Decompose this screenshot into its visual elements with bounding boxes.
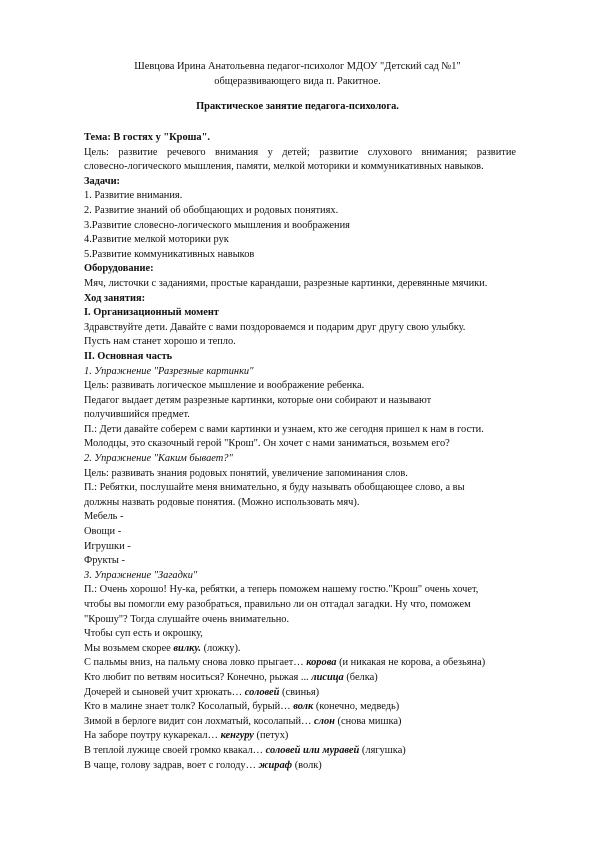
riddle-guess: соловей [244, 686, 280, 698]
riddle-guess: соловей или муравей [265, 744, 360, 756]
riddle-text: Кто в малине знает толк? Косолапый, бурый… [84, 701, 294, 713]
exercise-1-line: Цель: развивать логическое мышление и воображение ребенка. [84, 380, 365, 392]
theme-heading: Тема: В гостях у "Кроша". [84, 132, 210, 143]
riddle-text: Зимой в берлоге видит сон лохматый, косолапый… [84, 715, 314, 727]
exercise-3-line: Чтобы суп есть и окрошку, [84, 628, 203, 640]
category-item: Овощи - [84, 526, 122, 538]
riddle-note: (волк) [292, 759, 322, 771]
task-item: 1. Развитие внимания. [84, 190, 183, 202]
exercise-1-line: Молодцы, это сказочный герой "Крош". Он хочет с нами заниматься, возьмем его? [84, 438, 450, 450]
exercise-2-title: 2. Упражнение "Каким бывает?" [84, 453, 233, 465]
category-item: Игрушки - [84, 540, 131, 552]
goal-line-1: Цель: развитие речевого внимания у детей; развитие слухового внимания; развитие [84, 146, 516, 158]
part2-heading: II. Основная часть [84, 350, 173, 362]
riddle-guess: лисица [311, 671, 344, 683]
riddle-note: (белка) [343, 671, 378, 683]
exercise-3-line: П.: Очень хорошо! Ну-ка, ребятки, а теперь поможем нашему гостю."Крош" очень хочет, [84, 584, 479, 596]
exercise-1-line: П.: Дети давайте соберем с вами картинки и узнаем, кто же сегодня пришел к нам в гости. [84, 423, 484, 435]
tasks-heading: Задачи: [84, 175, 121, 187]
riddle-text: Дочерей и сыновей учит хрюкать… [84, 686, 245, 698]
riddle-guess: жираф [258, 759, 293, 771]
equipment-heading: Оборудование: [84, 263, 154, 275]
riddle-guess: слон [314, 715, 335, 727]
riddle-text: С пальмы вниз, на пальму снова ловко прыгает… [84, 657, 307, 669]
riddle-line [84, 642, 516, 657]
riddle-text: В чаще, голову задрав, воет с голоду… [84, 759, 259, 771]
riddle-guess: вилку. [173, 642, 201, 654]
riddle-line [84, 671, 516, 686]
riddle-text: Кто любит по ветвям носиться? Конечно, рыжая ... [84, 671, 312, 683]
riddle-line [84, 656, 516, 671]
exercise-2-line: должны назвать родовые понятия. (Можно использовать мяч). [84, 496, 360, 508]
exercise-1-line: получившийся предмет. [84, 409, 190, 421]
riddle-guess: волк [293, 701, 314, 713]
riddle-note: (петух) [253, 730, 289, 742]
riddle-note: (лягушка) [359, 744, 406, 756]
riddle-text: На заборе поутру кукарекал… [84, 730, 221, 742]
header-line-1: Шевцова Ирина Анатольевна педагог-психолог МДОУ "Детский сад №1" [134, 61, 461, 72]
riddle-line [84, 729, 516, 744]
part1-line: Пусть нам станет хорошо и тепло. [84, 336, 236, 348]
goal-line-2: словесно-логического мышления, памяти, мелкой моторики и коммуникативных навыков. [84, 161, 484, 173]
riddle-line [84, 744, 516, 759]
riddle-line [84, 715, 516, 730]
riddle-guess: кенгуру [220, 730, 254, 742]
riddle-guess: корова [306, 657, 337, 669]
document-body [84, 131, 516, 773]
exercise-1-line: Педагог выдает детям разрезные картинки, которые они собирают и называют [84, 394, 432, 406]
exercise-2-line: Цель: развивать знания родовых понятий, увеличение запоминания слов. [84, 467, 408, 479]
equipment-text: Мяч, листочки с заданиями, простые карандаши, разрезные картинки, деревянные мячики. [84, 277, 488, 289]
riddle-note: (свинья) [279, 686, 320, 698]
riddle-text: Мы возьмем скорее [84, 642, 174, 654]
exercise-3-title: 3. Упражнение "Загадки" [84, 569, 198, 581]
task-item: 5.Развитие коммуникативных навыков [84, 248, 255, 260]
task-item: 4.Развитие мелкой моторики рук [84, 234, 229, 246]
riddle-line [84, 686, 516, 701]
category-item: Фрукты - [84, 555, 125, 567]
task-item: 3.Развитие словесно-логического мышления и воображения [84, 219, 350, 231]
riddle-line [84, 700, 516, 715]
author-header [100, 60, 495, 89]
exercise-1-title: 1. Упражнение "Разрезные картинки" [84, 365, 254, 377]
riddle-line [84, 759, 516, 774]
course-heading: Ход занятия: [84, 292, 146, 304]
part1-heading: I. Организационный момент [84, 307, 219, 319]
riddle-note: (и никакая не корова, а обезьяна) [336, 657, 486, 669]
document-subtitle: Практическое занятие педагога-психолога. [196, 101, 399, 112]
exercise-2-line: П.: Ребятки, послушайте меня внимательно, я буду называть обобщающее слово, а вы [84, 482, 465, 494]
task-item: 2. Развитие знаний об обобщающих и родовых понятиях. [84, 204, 339, 216]
riddle-note: (ложку). [200, 642, 241, 654]
header-line-2: общеразвивающего вида п. Ракитное. [214, 75, 381, 87]
exercise-3-line: "Крошу"? Тогда слушайте очень внимательно. [84, 613, 290, 625]
riddle-note: (конечно, медведь) [313, 701, 400, 713]
exercise-3-line: чтобы вы помогли ему разобраться, правильно ли он отгадал загадки. Ну что, поможем [84, 599, 471, 610]
part1-line: Здравствуйте дети. Давайте с вами поздороваемся и подарим друг другу свою улыбку. [84, 321, 466, 333]
riddle-text: В теплой лужице своей громко квакал… [84, 744, 266, 756]
category-item: Мебель - [84, 511, 124, 523]
riddle-note: (снова мишка) [334, 715, 402, 727]
